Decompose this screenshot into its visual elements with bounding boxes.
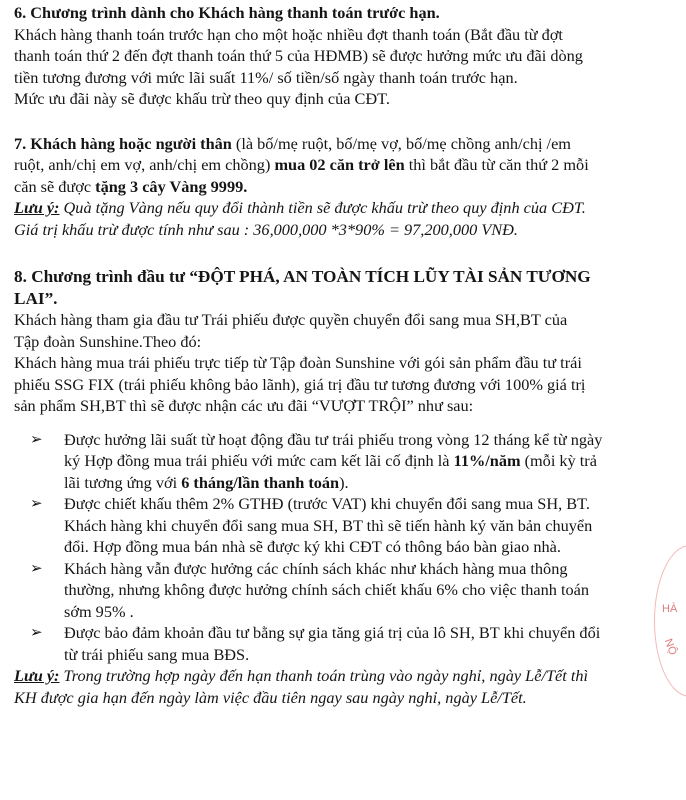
bullet-item-1: ➢ Được hưởng lãi suất từ hoạt động đầu tư trái phiếu trong vòng 12 tháng kể từ ngày ký Hợp đồng mua trái phiếu với mức cam kết lãi cố định là 11%/năm (mỗi kỳ trả lãi tương ứng với 6 tháng/lần thanh toán).	[30, 429, 603, 492]
stamp-text: HÀ NỘ	[661, 603, 679, 657]
section-7-line-3: căn sẽ được tặng 3 cây Vàng 9999.	[14, 176, 248, 196]
section-8-note-line-2: KH được gia hạn đến ngày làm việc đầu tiên ngay sau ngày nghỉ, ngày Lễ/Tết.	[14, 687, 527, 707]
section-8-title-line-1: 8. Chương trình đầu tư “ĐỘT PHÁ, AN TOÀN TÍCH LŨY TÀI SẢN TƯƠNG	[14, 267, 591, 286]
arrow-bullet-icon: ➢	[30, 625, 43, 641]
note-label: Lưu ý:	[14, 666, 60, 685]
arrow-bullet-icon: ➢	[30, 431, 43, 448]
section-7-title: 7. Khách hàng hoặc người thân	[14, 133, 232, 153]
bullet-item-2: ➢ Được chiết khấu thêm 2% GTHĐ (trước VAT) khi chuyển đổi sang mua SH, BT. Khách hàng khi chuyển đổi sang mua SH, BT thì sẽ tiến hành ký văn bản chuyển đổi. Hợp đồng mua bán nhà sẽ được ký khi CĐT có thông báo bàn giao nhà.	[30, 494, 593, 556]
section-6-title: 6. Chương trình dành cho Khách hàng thanh toán trước hạn.	[14, 3, 440, 22]
bullet-item-3: ➢ Khách hàng vẫn được hưởng các chính sách khác như khách hàng mua thông thường, nhưng không được hưởng chính sách chiết khấu 6% cho việc thanh toán sớm 95% .	[30, 558, 590, 621]
section-8-intro-line-2: Tập đoàn Sunshine.Theo đó:	[14, 331, 202, 351]
arrow-bullet-icon: ➢	[30, 496, 43, 512]
section-6-line-4: Mức ưu đãi này sẽ được khấu trừ theo quy định của CĐT.	[14, 89, 390, 108]
arrow-bullet-icon: ➢	[30, 560, 43, 577]
section-7-note-line-2: Giá trị khấu trừ được tính như sau : 36,000,000 *3*90% = 97,200,000 VNĐ.	[14, 219, 518, 239]
section-7-note-line-1: Lưu ý: Quà tặng Vàng nếu quy đổi thành tiền sẽ được khấu trừ theo quy định của CĐT.	[14, 198, 586, 217]
section-6-line-3: tiền tương đương với mức lãi suất 11%/ số tiền/số ngày thanh toán trước hạn.	[14, 67, 518, 87]
section-7-line-1: 7. Khách hàng hoặc người thân (là bố/mẹ ruột, bố/mẹ vợ, bố/mẹ chồng anh/chị /em	[14, 133, 571, 153]
section-6-line-1: Khách hàng thanh toán trước hạn cho một hoặc nhiều đợt thanh toán (Bắt đầu từ đợt	[14, 24, 563, 44]
note-label: Lưu ý:	[14, 198, 60, 217]
section-6-line-2: thanh toán thứ 2 đến đợt thanh toán thứ 5 của HĐMB) sẽ được hưởng mức ưu đãi dòng	[14, 46, 583, 65]
section-8-para-line-1: Khách hàng mua trái phiếu trực tiếp từ Tập đoàn Sunshine với gói sản phẩm đầu tư trái	[14, 353, 582, 372]
document-page	[14, 2, 674, 708]
bullet-item-4: ➢ Được bảo đảm khoản đầu tư bằng sự gia tăng giá trị của lô SH, BT khi chuyển đổi từ trái phiếu sang mua BĐS.	[30, 623, 601, 664]
section-8-para-line-3: sản phẩm SH,BT thì sẽ được nhận các ưu đãi “VƯỢT TRỘI” như sau:	[14, 396, 474, 415]
section-8-para-line-2: phiếu SSG FIX (trái phiếu không bảo lãnh), giá trị đầu tư tương đương với 100% giá trị	[14, 374, 586, 394]
section-8-intro-line-1: Khách hàng tham gia đầu tư Trái phiếu được quyền chuyển đổi sang mua SH,BT của	[14, 310, 568, 329]
section-8-note-line-1: Lưu ý: Trong trường hợp ngày đến hạn thanh toán trùng vào ngày nghỉ, ngày Lễ/Tết thì	[14, 666, 589, 685]
section-7-line-2: ruột, anh/chị em vợ, anh/chị em chồng) mua 02 căn trở lên thì bắt đầu từ căn thứ 2 mỗi	[14, 155, 589, 174]
section-8-title-line-2: LAI”.	[14, 288, 58, 308]
